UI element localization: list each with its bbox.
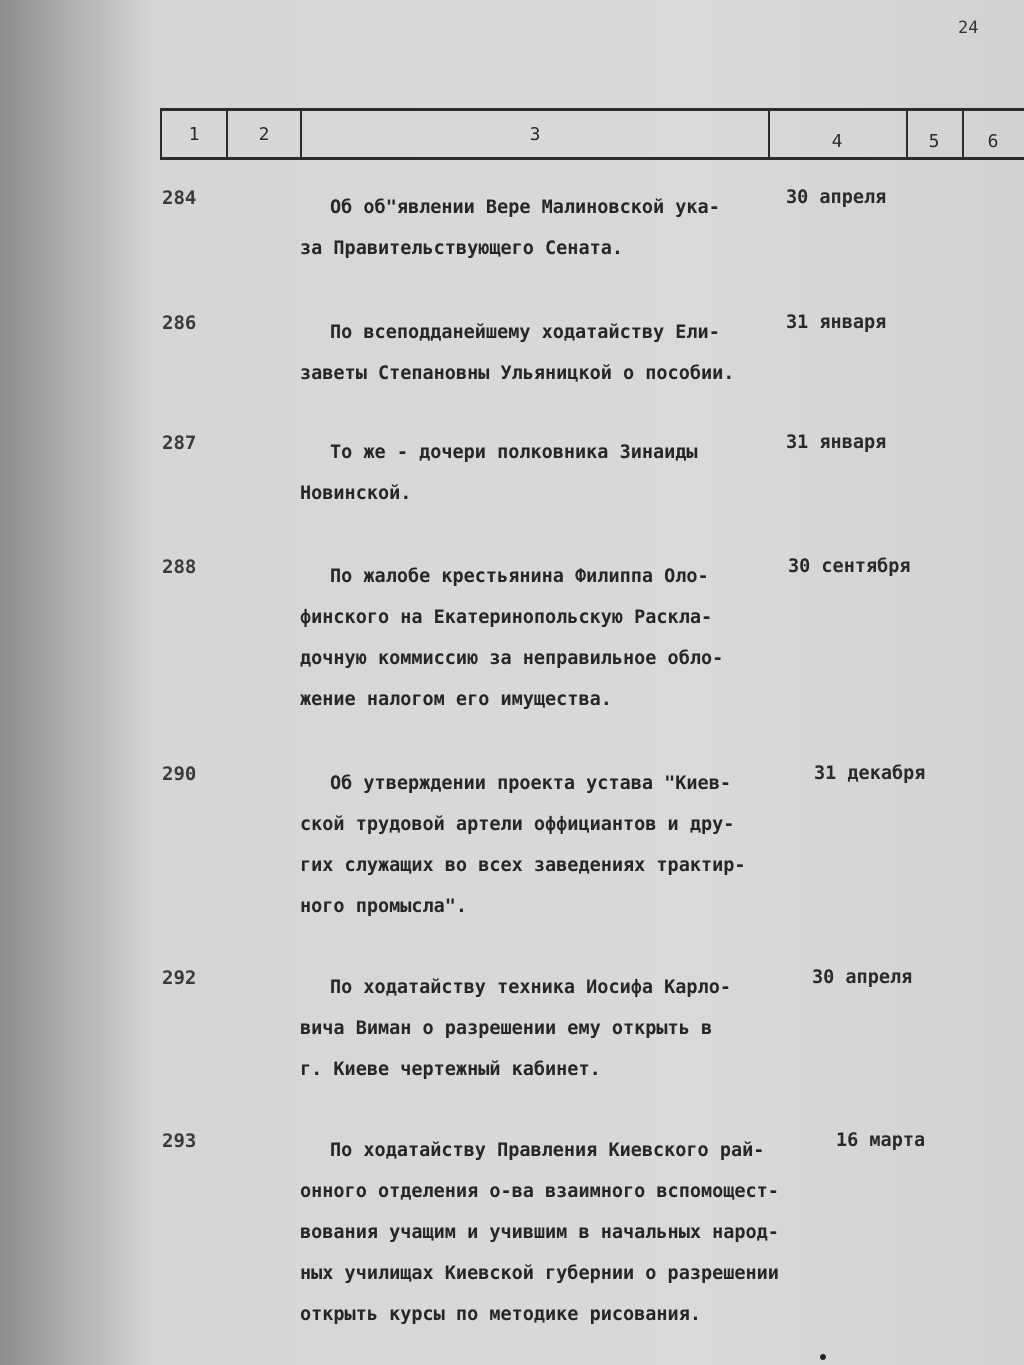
entry-text-line: Об об"явлении Вере Малиновской ука- — [330, 197, 720, 218]
entry-text-line: ской трудовой артели оффициантов и дру- — [300, 814, 735, 835]
page-number: 24 — [958, 18, 979, 38]
entry-text-line: По жалобе крестьянина Филиппа Оло- — [330, 566, 709, 587]
entry-text-line: открыть курсы по методике рисования. — [300, 1304, 701, 1325]
entry-text-line: г. Киеве чертежный кабинет. — [300, 1059, 601, 1080]
entry-text-line: вича Виман о разрешении ему открыть в — [300, 1018, 713, 1039]
entry-date: 30 апреля — [812, 967, 913, 988]
entry-description — [300, 432, 820, 514]
entry-date: 31 января — [786, 312, 887, 333]
column-header-6: 6 — [962, 111, 1022, 157]
column-header-table — [160, 108, 1024, 160]
entry-number: 293 — [162, 1130, 197, 1152]
entry-description — [300, 967, 820, 1090]
entry-text-line: По ходатайству техника Иосифа Карло- — [330, 977, 731, 998]
column-header-2: 2 — [226, 111, 300, 157]
entry-text-line: То же - дочери полковника Зинаиды — [330, 442, 698, 463]
entry-text-line: Новинской. — [300, 483, 412, 504]
entry-description — [300, 187, 820, 269]
entry-number: 288 — [162, 556, 197, 578]
entry-date: 30 апреля — [786, 187, 887, 208]
column-header-3: 3 — [300, 111, 768, 157]
entry-text-line: финского на Екатеринопольскую Раскла- — [300, 607, 713, 628]
entry-text-line: Об утверждении проекта устава "Киев- — [330, 773, 731, 794]
column-header-5: 5 — [906, 111, 960, 157]
entry-number: 290 — [162, 763, 197, 785]
entry-description — [300, 556, 820, 720]
entry-number: 286 — [162, 312, 197, 334]
entry-text-line: за Правительствующего Сената. — [300, 238, 624, 259]
entry-text-line: ных училищах Киевской губернии о разрешении — [300, 1263, 779, 1284]
entry-number: 284 — [162, 187, 197, 209]
entry-text-line: ного промысла". — [300, 896, 468, 917]
page-edge-shadow — [0, 0, 150, 1365]
entry-description — [300, 1130, 860, 1335]
entry-text-line: вования учащим и учившим в начальных народ- — [300, 1222, 779, 1243]
entry-date: 16 марта — [836, 1130, 926, 1151]
entry-text-line: жение налогом его имущества. — [300, 689, 612, 710]
entry-text-line: заветы Степановны Ульяницкой о пособии. — [300, 363, 735, 384]
entry-text-line: онного отделения о-ва взаимного вспомощест- — [300, 1181, 779, 1202]
entry-text-line: дочную коммиссию за неправильное обло- — [300, 648, 724, 669]
entry-text-line: По всеподданейшему ходатайству Ели- — [330, 322, 720, 343]
entry-description — [300, 763, 820, 927]
entry-date: 30 сентября — [788, 556, 911, 577]
entry-text-line: По ходатайству Правления Киевского рай- — [330, 1140, 765, 1161]
entry-date: 31 декабря — [814, 763, 926, 784]
entry-number: 292 — [162, 967, 197, 989]
entry-number: 287 — [162, 432, 197, 454]
entry-date: 31 января — [786, 432, 887, 453]
column-header-1: 1 — [160, 111, 226, 157]
column-header-4: 4 — [768, 111, 904, 157]
entry-text-line: гих служащих во всех заведениях трактир- — [300, 855, 746, 876]
entry-description — [300, 312, 820, 394]
ink-dot — [820, 1354, 826, 1360]
